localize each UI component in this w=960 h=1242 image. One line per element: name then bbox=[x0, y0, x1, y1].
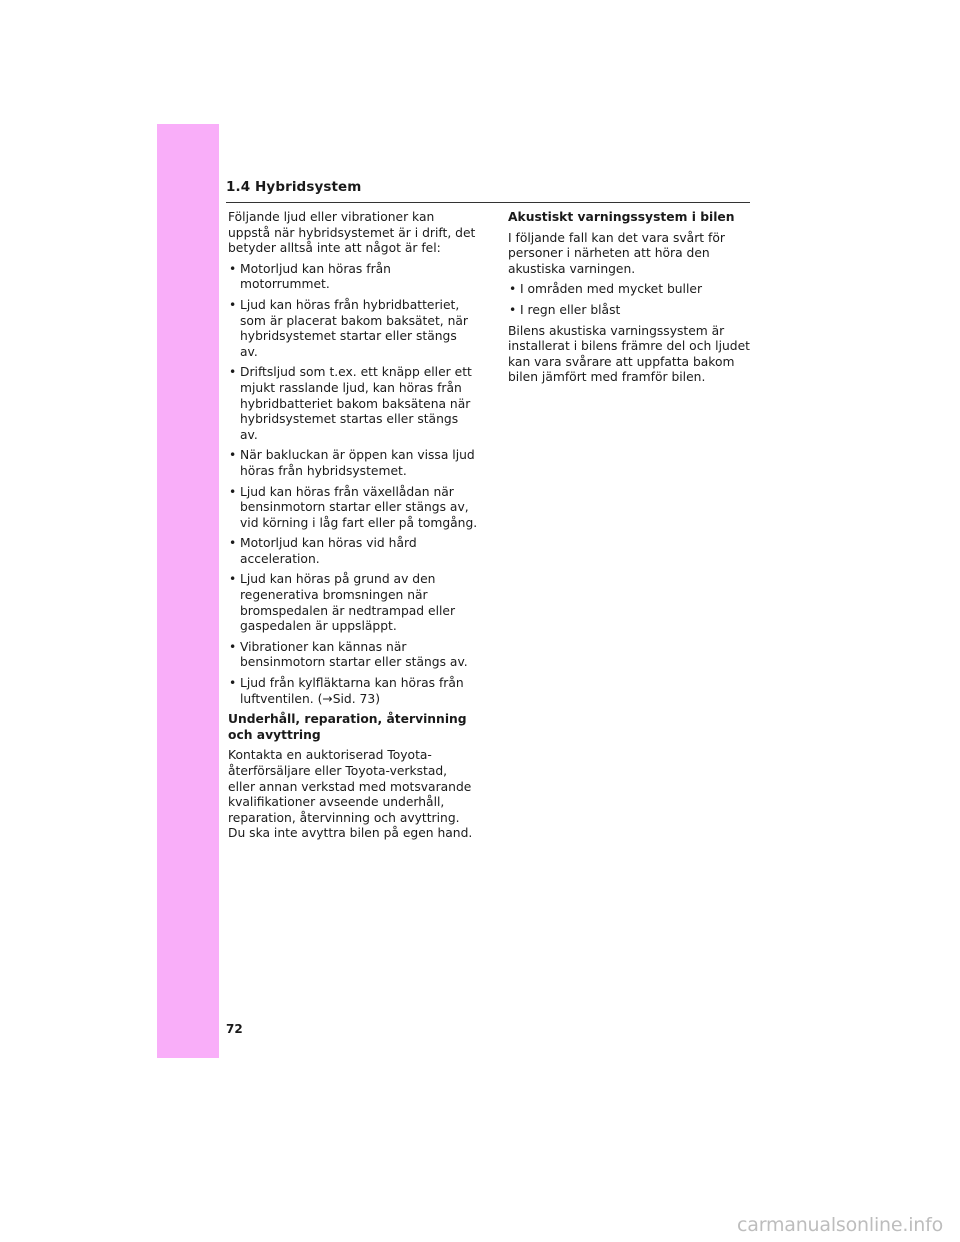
bullet-glyph: • bbox=[229, 365, 237, 380]
list-item-text: Ljud från kylfläktarna kan höras från luftventilen. (→Sid. 73) bbox=[240, 676, 464, 706]
list-item bbox=[228, 262, 478, 293]
list-item bbox=[508, 303, 753, 319]
list-item-text: Vibrationer kan kännas när bensinmotorn startar eller stängs av. bbox=[240, 639, 468, 670]
bullet-glyph: • bbox=[509, 302, 517, 317]
list-item-text: Motorljud kan höras från motorrummet. bbox=[240, 261, 391, 292]
list-item bbox=[228, 485, 478, 532]
bullet-glyph: • bbox=[229, 261, 237, 276]
list-item bbox=[228, 365, 478, 443]
list-item bbox=[228, 572, 478, 634]
list-item bbox=[508, 282, 753, 298]
bullet-glyph: • bbox=[229, 484, 237, 499]
bullet-glyph: • bbox=[509, 282, 517, 297]
list-item bbox=[228, 448, 478, 479]
acoustic-system-paragraph: Bilens akustiska varningssystem är installerat i bilens främre del och ljudet kan vara svårare att uppfatta bakom bilen jämfört med framför bilen. bbox=[508, 323, 750, 385]
left-column bbox=[228, 210, 478, 847]
watermark-text: carmanualsonline.info bbox=[737, 1214, 944, 1236]
list-item-text: Ljud kan höras från hybridbatteriet, som är placerat bakom baksätet, när hybridsystemet startar eller stängs av. bbox=[240, 297, 468, 359]
list-item-text: Ljud kan höras från växellådan när bensinmotorn startar eller stängs av, vid körning i låg fart eller på tomgång. bbox=[240, 484, 478, 530]
list-item-text: Ljud kan höras på grund av den regenerativa bromsningen när bromspedalen är nedtrampad eller gaspedalen är uppsläppt. bbox=[240, 572, 456, 634]
noise-bullet-list bbox=[228, 262, 478, 707]
section-header bbox=[226, 179, 750, 203]
list-item-text: I områden med mycket buller bbox=[520, 282, 703, 297]
page-number: 72 bbox=[226, 1022, 243, 1036]
maintenance-paragraph: Kontakta en auktoriserad Toyota-återförsäljare eller Toyota-verkstad, eller annan verkstad med motsvarande kvalifikationer avseende underhåll, reparation, återvinning och avyttring. Du ska inte avyttra bilen på egen hand. bbox=[228, 748, 473, 841]
list-item-text: I regn eller blåst bbox=[520, 302, 621, 317]
bullet-glyph: • bbox=[229, 448, 237, 463]
chapter-side-tab bbox=[157, 124, 219, 1058]
list-item-text: När bakluckan är öppen kan vissa ljud höras från hybridsystemet. bbox=[240, 448, 475, 478]
list-item bbox=[228, 640, 478, 671]
bullet-glyph: • bbox=[229, 536, 237, 551]
acoustic-intro-paragraph: I följande fall kan det vara svårt för personer i närheten att höra den akustiska varningen. bbox=[508, 230, 725, 276]
list-item-text: Motorljud kan höras vid hård acceleration. bbox=[240, 536, 417, 566]
bullet-glyph: • bbox=[229, 297, 237, 312]
acoustic-warning-heading: Akustiskt varningssystem i bilen bbox=[508, 210, 735, 224]
bullet-glyph: • bbox=[229, 572, 237, 587]
list-item bbox=[228, 536, 478, 567]
list-item bbox=[228, 676, 478, 707]
list-item-text: Driftsljud som t.ex. ett knäpp eller ett mjukt rasslande ljud, kan höras från hybridbatteriet bakom baksätena när hybridsystemet startas eller stängs av. bbox=[240, 365, 472, 442]
intro-paragraph: Följande ljud eller vibrationer kan uppstå när hybridsystemet är i drift, det betyder alltså inte att något är fel: bbox=[228, 210, 476, 256]
maintenance-heading: Underhåll, reparation, återvinning och avyttring bbox=[228, 712, 467, 742]
right-column bbox=[508, 210, 753, 391]
list-item bbox=[228, 298, 478, 360]
acoustic-bullet-list bbox=[508, 282, 753, 318]
bullet-glyph: • bbox=[229, 639, 237, 654]
section-title: 1.4 Hybridsystem bbox=[226, 179, 362, 195]
bullet-glyph: • bbox=[229, 676, 237, 691]
